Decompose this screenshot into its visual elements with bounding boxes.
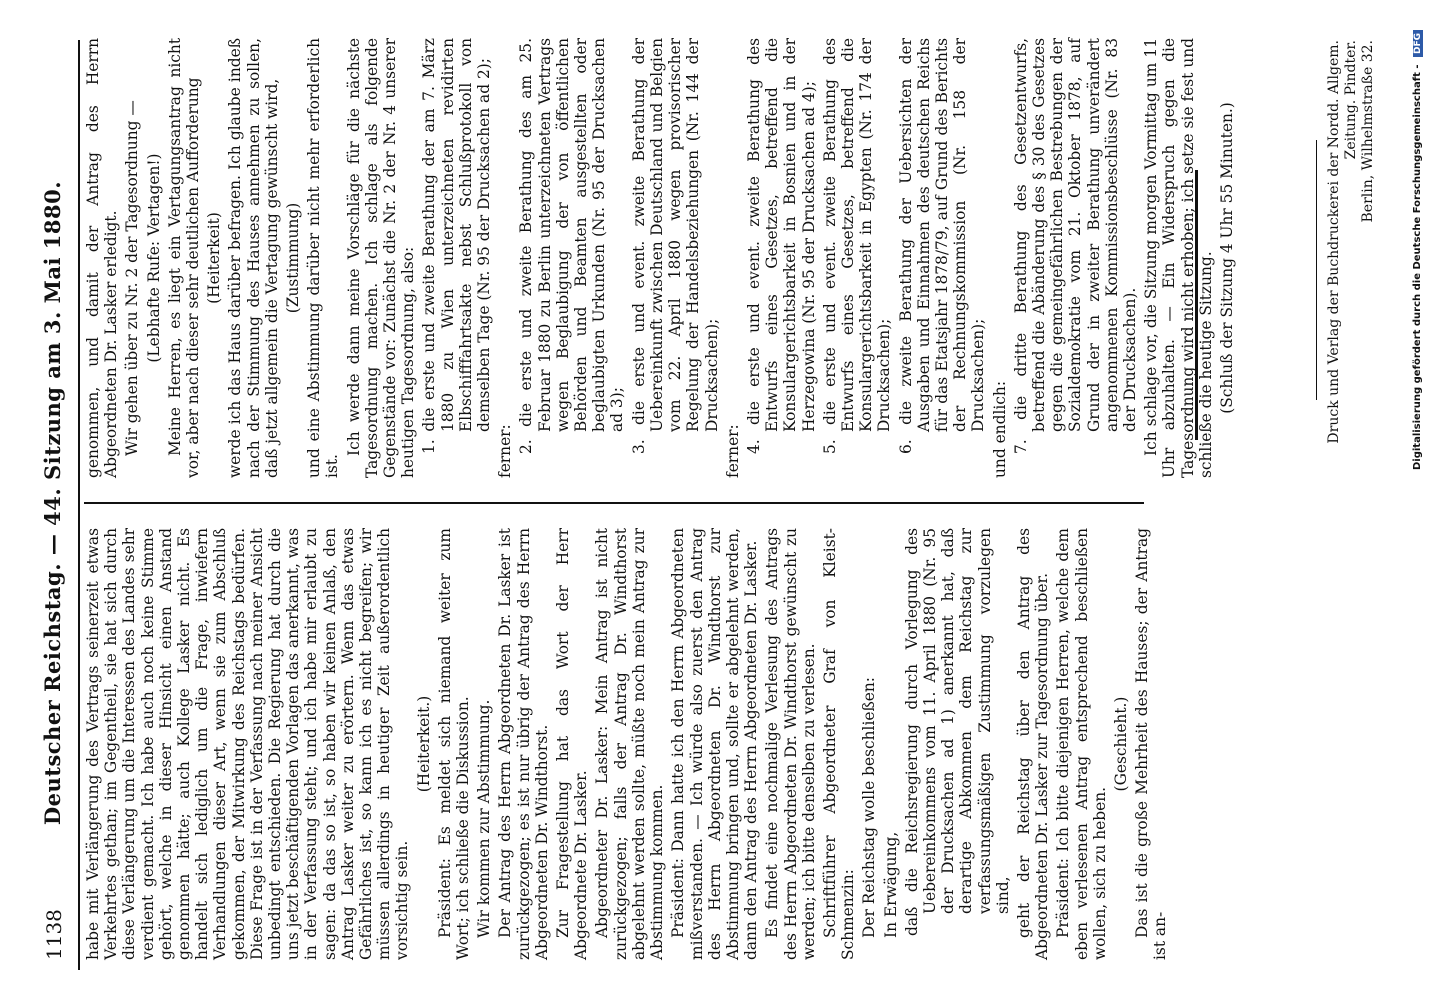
paragraph: ferner: [496,424,515,478]
paragraph: daß die Reichsregierung durch Vorlegung des Uebereinkommens vom 11. April 1880 (Nr. 95 der Drucksachen ad 1) anerkannt hat, daß derartige Abkommen dem Reichstag zur verfassungsmäßigen Zustimmung vorzulegen sind, [902,528,1012,936]
paragraph: Meine Herren, es liegt ein Vertagungsantrag nicht vor, aber nach dieser sehr deutlichen Aufforderung [165,38,203,478]
agenda-item: 7. die dritte Berathung des Gesetzentwurfs, betreffend die Abänderung des § 30 des Gesetzes gegen die gemeingefährlichen Bestrebungen der Sozialdemokratie vom 21. Oktober 1878, auf Grund der in zweiter Berathung unverändert angenommenen Kommissionsbeschlüsse (Nr. 83 der Drucksachen). [1011,38,1139,454]
imprint-rule [1316,140,1317,400]
paragraph: Abgeordneter Dr. Lasker: Mein Antrag ist nicht zurückgezogen; falls der Antrag Dr. Windthorst abgelehnt werden sollte, müßte noch mein Antrag zur Abstimmung kommen. [593,528,667,960]
imprint-line: Berlin, Wilhelmstraße 32. [1360,40,1376,223]
page-number: 1138 [42,909,66,960]
agenda-item: 4. die erste und event. zweite Berathung des Entwurfs eines Gesetzes, betreffend die Konsulargerichtsbarkeit in Bosnien und in der Herzegowina (Nr. 95 der Drucksachen ad 4); [744,38,818,454]
paragraph: Der Reichstag wolle beschließen: [860,677,879,938]
agenda-item: 2. die erste und zweite Berathung des am 25. Februar 1880 zu Berlin unterzeichneten Vertrags wegen Beglaubigung der von öffentlichen Behörden und Beamten ausgestellten oder beglaubigten Urkunden (Nr. 95 der Drucksachen ad 3); [517,38,627,454]
end-rule [1195,170,1198,440]
imprint [1326,40,1377,500]
paragraph: Es findet eine nochmalige Verlesung des Antrags des Herrn Abgeordneten Dr. Windthorst gewünscht zu werden; ich bitte denselben zu verlesen. [763,528,818,960]
paragraph: Schriftführer Abgeordneter Graf von Kleist-Schmenzin: [820,528,858,960]
right-column [84,38,1236,478]
paragraph: geht der Reichstag über den Antrag des Abgeordneten Dr. Lasker zur Tagesordnung über. [1014,528,1052,960]
page-title: Deutscher Reichstag. — 44. Sitzung am 3. Mai 1880. [40,180,65,826]
paragraph: werde ich das Haus darüber befragen. Ich glaube indeß nach der Stimmung des Hauses annehmen zu sollen, daß jetzt allgemein die Vertagung gewünscht wird, [226,38,281,478]
left-column [84,528,1170,960]
page-header [36,46,74,960]
digitization-note [1412,30,1423,900]
paragraph: In Erwägung, [881,831,900,938]
interjection: (Geschieht.) [1111,696,1130,792]
paragraph: Das ist die große Mehrheit des Hauses; der Antrag ist an- [1133,528,1170,960]
digitization-text: Digitalisierung gefördert durch die Deutsche Forschungsgemeinschaft - [1412,64,1423,471]
paragraph: Der Antrag des Herrn Abgeordneten Dr. Lasker ist zurückgezogen; es ist nur übrig der Antrag des Herrn Abgeordneten Dr. Windthorst. [496,528,551,960]
paragraph: Präsident: Dann hatte ich den Herrn Abgeordneten mißverstanden. — Ich würde also zuerst den Antrag des Herrn Abgeordneten Dr. Windthorst zur Abstimmung bringen und, sollte er abgelehnt werden, dann den Antrag des Herrn Abgeordneten Dr. Lasker. [669,528,761,960]
paragraph: genommen, und damit der Antrag des Herrn Abgeordneten Dr. Lasker erledigt. [84,38,121,478]
paragraph: und endlich: [990,380,1009,478]
interjection: (Heiterkeit) [205,212,224,304]
paragraph: Wir gehen über zu Nr. 2 der Tagesordnung — [123,100,142,456]
paragraph: Zur Fragestellung hat das Wort der Herr Abgeordnete Dr. Lasker. [554,528,591,960]
paragraph: habe mit Verlängerung des Vertrags seinerzeit etwas Verkehrtes gethan; im Gegentheil, sie hat sich durch diese Verlängerung um die Interessen des Landes sehr verdient gemacht. Ich habe auch noch keine Stimme gehört, welche in dieser Hinsicht einen Anstand genommen hätte; auch Kollege Lasker nicht. Es handelt sich lediglich um die Frage, inwiefern Verhandlungen dieser Art, wenn sie zum Abschluß gekommen, der Mitwirkung des Reichstags bedürfen. Diese Frage ist in der Verfassung nach meiner Ansicht unbedingt entschieden. Die Regierung hat durch die uns jetzt beschäftigenden Vorlagen das anerkannt, was in der Verfassung steht; und ich habe mir erlaubt zu sagen: da das so ist, so haben wir keinen Anlaß, den Antrag Lasker weiter zu erörtern. Wenn das etwas Gefährliches ist, so kann ich es nicht begreifen; wir müssen allerdings in heutiger Zeit außerordentlich vorsichtig sein. [84,528,412,960]
dfg-logo-badge: DFG [1413,30,1423,57]
paragraph: Ich schlage vor, die Sitzung morgen Vormittag um 11 Uhr abzuhalten. — Ein Widerspruch gegen die Tagesordnung wird nicht erhoben; ich setze sie fest und schließe die heutige Sitzung. [1142,38,1215,478]
paragraph: Präsident: Ich bitte diejenigen Herren, welche dem eben verlesenen Antrag entsprechend beschließen wollen, sich zu heben. [1054,528,1109,960]
interjection: (Zustimmung) [284,202,303,314]
agenda-item: 5. die erste und event. zweite Berathung des Entwurfs eines Gesetzes, betreffend die Konsulargerichtsbarkeit in Egypten (Nr. 174 der Drucksachen); [820,38,894,454]
agenda-item: 3. die erste und event. zweite Berathung der Uebereinkunft zwischen Deutschland und Belgien vom 22. April 1880 wegen provisorischer Regelung der Handelsbeziehungen (Nr. 144 der Drucksachen); [629,38,721,454]
agenda-item: 6. die zweite Berathung der Uebersichten der Ausgaben und Einnahmen des deutschen Reichs für das Etatsjahr 1878/79, auf Grund des Berichts der Rechnungskommission (Nr. 158 der Drucksachen); [896,38,988,454]
interjection: (Heiterkeit.) [414,695,433,793]
column-divider [84,502,1144,504]
header-rule [78,40,80,970]
paragraph: Präsident: Es meldet sich niemand weiter zum Wort; ich schließe die Diskussion. [435,528,473,960]
paragraph: Wir kommen zur Abstimmung. [475,699,494,938]
interjection: (Lebhafte Rufe: Vertagen!) [144,153,163,363]
paragraph: und eine Abstimmung darüber nicht mehr erforderlich ist. [305,38,342,478]
paragraph: ferner: [723,424,742,478]
closing-note: (Schluß der Sitzung 4 Uhr 55 Minuten.) [1217,102,1236,414]
imprint-line: Druck und Verlag der Buchdruckerei der Nordd. Allgem. Zeitung. Pindter. [1326,40,1359,444]
agenda-item: 1. die erste und zweite Berathung der am 7. März 1880 zu Wien unterzeichneten revidirten Elbschifffahrtsakte nebst Schlußprotokoll von demselben Tage (Nr. 95 der Drucksachen ad 2); [420,38,494,454]
paragraph: Ich werde dann meine Vorschläge für die nächste Tagesordnung machen. Ich schlage als folgende Gegenstände vor: Zunächst die Nr. 2 der Nr. 4 unserer heutigen Tagesordnung, also: [344,38,418,478]
